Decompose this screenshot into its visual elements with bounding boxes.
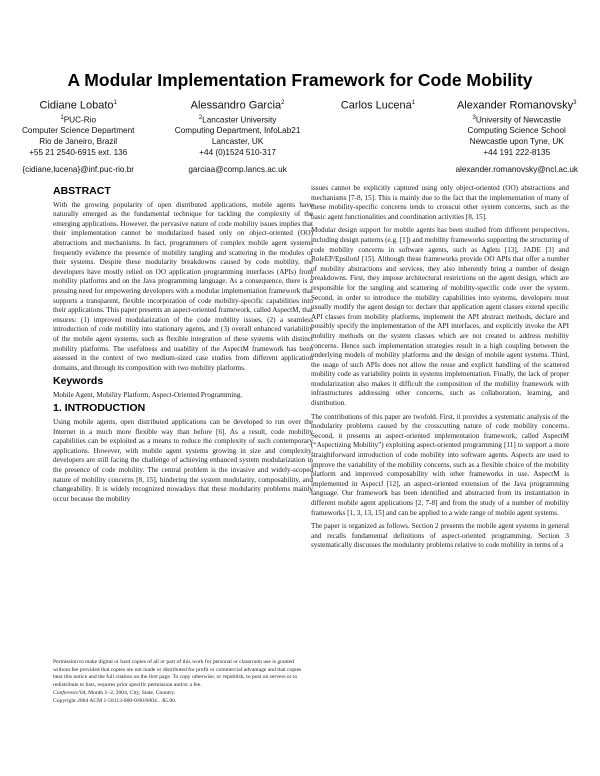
introduction-text: Using mobile agents, open distributed applications can be developed to run over the Internet in a much more flexible way than before [6]. As a result, code mobility capabilities can be exploited as a means to reduce the complexity of such contemporary applications. However, with mobile agent systems growing in size and complexity, developers are still facing the challenge of achieving enhanced system modularization in the presence of code mobility. The central problem is the invasive and widely-scoped nature of mobility concerns [8, 15], hindering the system modularity, composability, and changeability. It is widely recognized nowadays that these modularity problems mainly occur because the mobility <box>53 418 313 503</box>
affil-sup: 2 <box>198 114 203 121</box>
author-name: Alessandro Garcia <box>190 99 282 112</box>
affil-line: Rio de Janeiro, Brazil <box>39 137 118 147</box>
author-1 <box>22 97 134 175</box>
affil-line: Newcastle upon Tyne, UK <box>469 137 564 147</box>
author-3 <box>341 97 415 175</box>
paper-title: A Modular Implementation Framework for Code Mobility <box>67 70 533 90</box>
author-block <box>22 97 578 175</box>
author-sup: 1 <box>411 100 416 106</box>
keywords-heading: Keywords <box>53 375 104 388</box>
affil-line: Computing Department, InfoLab21 <box>174 126 301 136</box>
left-column <box>53 184 313 508</box>
abstract-text: With the growing popularity of open distributed applications, mobile agents have naturally emerged as the fundamental technique for tackling the complexity of the emerging applications. However, the pervasive nature of code mobility issues implies that their implementation cannot be modularized based only on object-oriented (OO) abstractions and mechanisms. In fact, programmers of complex mobile agent systems frequently evidence the presence of mobility tangling and scattering in the modules of their systems. Despite these modularity breakdowns caused by code mobility, the developers have mostly relied on OO application programming interfaces (APIs) from mobility platforms and on the Java programming language. As a consequence, there is a pressing need for empowering developers with a modular implementation framework that supports a transparent, flexible incorporation of code mobility-specific capabilities into their applications. This paper presents an aspect-oriented framework, called AspectM, that ensures: (1) improved modularization of the code mobility issues, (2) a seamless introduction of code mobility into stationary agents, and (3) overall enhanced variability of the mobile agent systems, such as flexible integration of these systems with distinct mobility platforms. The usefulness and usability of the AspectM framework has been assessed in the context of two medium-sized case studies from different application domains, and through its composition with two mobility platforms. <box>53 200 313 372</box>
abstract-heading: ABSTRACT <box>53 185 111 197</box>
author-2 <box>175 97 301 175</box>
author-sup: 3 <box>573 100 577 106</box>
author-sup: 2 <box>281 100 285 106</box>
body-paragraph: The contributions of this paper are twofold. First, it provides a systematic analysis of the modularity problems caused by the crosscutting nature of code mobility concerns. Second, it presents an aspect-oriented implementation framework, called AspectM (“Aspectizing Mobility”) exploiting aspect-oriented programming [11] to support a more straightforward introduction of code mobility into software agents. Aspects are used to improve the variability of the mobility concerns, such as a flexible choice of the mobility platform and improved composability with other frameworks in use. AspectM is implemented in AspectJ [12], an aspect-oriented extension of the Java programming language. Our framework has been identified and abstracted from its instantiation in different mobile agent applications [2, 7-8] and from the study of a number of mobility frameworks [1, 3, 13, 15] and can be applied to a wide range of mobile agent systems. <box>311 412 569 517</box>
affil-line: PUC-Rio <box>63 115 97 125</box>
affil-phone: +55 21 2540-6915 ext. 136 <box>29 148 128 158</box>
keywords-text: Mobile Agent, Mobility Platform, Aspect-Oriented Programming. <box>53 390 243 399</box>
body-paragraph: Modular design support for mobile agents has been studied from different perspectives, including design patterns (e.g. [1]) and mobility frameworks supporting the structuring of code mobility concerns in software agents, such as Aglets [13], JADE [3] and RoleEP/EpsilonJ [15]. Although these frameworks provide OO APIs that offer a number of mobility abstractions and services, they also inherently bring a number of design breakdowns. First, they impose architectural restrictions on the agent design, which are responsible for the tangling and scattering of mobility-specific code over the system. Second, in order to introduce the mobility capabilities into systems, developers must usually modify the agent design to: declare that application agent classes extend specific API classes from mobility platforms, implement the API abstract methods, declare and possibly specify the implementation of the API interfaces, and explicitly invoke the API mobility methods on the system classes which are not created to address mobility concerns. Hence such implementation strategies result in a high coupling between the underlying models of mobility platforms and the design of mobile agent systems. Third, the usage of such APIs does not allow the reuse and explicit handling of the scattered mobility code as variability points in systems implementation. Finally, the lack of proper modularization also makes it difficult the composition of the mobility framework with infrastructures addressing other concerns, such as collaboration, learning, and distribution. <box>311 226 569 408</box>
permission-text: Permission to make digital or hard copies of all or part of this work for personal or classroom use is granted without fee provided that copies are not made or distributed for profit or commercial advantage and that copies bear this notice and the full citation on the first page. To copy otherwise, or republish, to post on servers or to redistribute to lists, requires prior specific permission and/or a fee. <box>53 659 302 689</box>
conference-name: Conference'04 <box>53 689 86 696</box>
author-name: Carlos Lucena <box>340 99 412 112</box>
body-paragraph: issues cannot be explicitly captured using only object-oriented (OO) abstractions and mechanisms [7-8, 15]. This is mainly due to the fact that the implementation of many of these mobility-specific concerns tends to crosscut other system concerns, such as the basic agent functionalities and coordination activities [8, 15]. <box>311 184 569 221</box>
copyright-line: Copyright 2004 ACM 1-58113-000-0/00/0004…$5.00. <box>53 697 177 704</box>
author-email: alexander.romanovsky@ncl.ac.uk <box>455 165 578 175</box>
author-email: {cidiane,lucena}@inf.puc-rio.br <box>22 165 135 175</box>
conference-details: , Month 1–2, 2004, City, State, Country. <box>85 689 176 696</box>
introduction-heading: 1. INTRODUCTION <box>53 402 146 415</box>
affil-line: University of Newcastle <box>475 115 561 125</box>
author-name: Cidiane Lobato <box>39 99 114 112</box>
affil-sup: 1 <box>60 114 64 121</box>
author-sup: 1 <box>113 100 117 106</box>
body-paragraph: The paper is organized as follows. Section 2 presents the mobile agent systems in general and recalls fundamental definitions of aspect-oriented programming. Section 3 systematically discusses the modularity problems relative to code mobility in terms of a <box>311 522 569 550</box>
affil-sup: 3 <box>472 114 476 121</box>
affil-line: Computer Science Department <box>22 126 135 136</box>
right-column <box>311 184 569 555</box>
affil-phone: +44 (0)1524 510-317 <box>199 148 276 158</box>
affil-line: Computing Science School <box>467 126 566 136</box>
affil-line: Lancaster, UK <box>211 137 264 147</box>
affil-line: Lancaster University <box>202 115 277 125</box>
affil-phone: +44 191 222-8135 <box>483 148 551 158</box>
author-email: garciaa@comp.lancs.ac.uk <box>188 165 287 175</box>
author-name: Alexander Romanovsky <box>456 99 574 112</box>
permission-notice <box>53 659 311 705</box>
author-4 <box>455 97 578 175</box>
